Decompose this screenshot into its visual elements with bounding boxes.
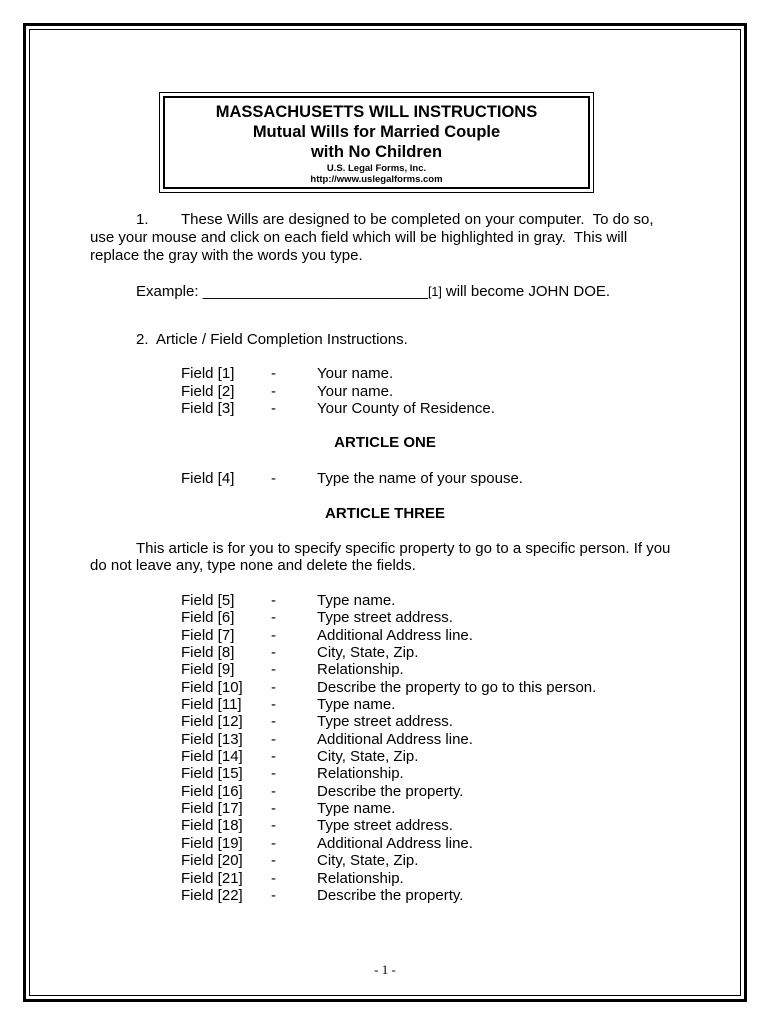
field-description: Additional Address line. bbox=[317, 834, 473, 852]
field-row bbox=[181, 609, 681, 626]
field-label: Field [15] bbox=[181, 765, 243, 783]
field-row bbox=[181, 679, 681, 696]
article-three-intro-line-2: do not leave any, type none and delete the fields. bbox=[90, 557, 416, 574]
field-description: Relationship. bbox=[317, 661, 404, 679]
field-dash: - bbox=[271, 696, 276, 714]
field-description: Type name. bbox=[317, 696, 396, 714]
field-row bbox=[181, 400, 681, 418]
article-three-field-list bbox=[181, 592, 681, 904]
publisher-name: U.S. Legal Forms, Inc. bbox=[326, 163, 427, 174]
field-row bbox=[181, 835, 681, 852]
field-description: Relationship. bbox=[317, 765, 404, 783]
article-three-heading: ARTICLE THREE bbox=[325, 505, 445, 522]
field-dash: - bbox=[271, 626, 276, 644]
field-row bbox=[181, 627, 681, 644]
field-dash: - bbox=[271, 382, 276, 400]
intro-line-3: replace the gray with the words you type. bbox=[90, 247, 363, 264]
document-title: MASSACHUSETTS WILL INSTRUCTIONS bbox=[215, 103, 538, 121]
field-description: Type street address. bbox=[317, 609, 453, 627]
field-description: Type name. bbox=[317, 592, 396, 609]
field-dash: - bbox=[271, 782, 276, 800]
field-label: Field [18] bbox=[181, 817, 243, 835]
field-label: Field [5] bbox=[181, 592, 235, 609]
field-row bbox=[181, 870, 681, 887]
field-row bbox=[181, 696, 681, 713]
field-dash: - bbox=[271, 644, 276, 662]
field-row bbox=[181, 365, 681, 383]
field-description: City, State, Zip. bbox=[317, 644, 419, 662]
section-2-heading: 2. Article / Field Completion Instructions. bbox=[136, 331, 408, 348]
field-dash: - bbox=[271, 592, 276, 609]
document-subtitle-line-1: Mutual Wills for Married Couple bbox=[252, 123, 501, 141]
field-row bbox=[181, 852, 681, 869]
field-row bbox=[181, 817, 681, 834]
example-field-ref: [1] bbox=[427, 285, 442, 299]
field-row bbox=[181, 661, 681, 678]
field-description: Type street address. bbox=[317, 817, 453, 835]
field-description: City, State, Zip. bbox=[317, 748, 419, 766]
field-dash: - bbox=[271, 470, 276, 487]
general-field-list bbox=[181, 365, 681, 418]
field-label: Field [19] bbox=[181, 834, 243, 852]
field-row bbox=[181, 592, 681, 609]
intro-line-1: These Wills are designed to be completed on your computer. To do so, bbox=[181, 211, 654, 228]
field-label: Field [21] bbox=[181, 869, 243, 887]
field-description: Your name. bbox=[317, 365, 394, 382]
field-description: Additional Address line. bbox=[317, 730, 473, 748]
field-label: Field [17] bbox=[181, 800, 243, 818]
field-label: Field [20] bbox=[181, 852, 243, 870]
field-label: Field [14] bbox=[181, 748, 243, 766]
field-label: Field [1] bbox=[181, 365, 235, 382]
field-dash: - bbox=[271, 886, 276, 904]
field-dash: - bbox=[271, 748, 276, 766]
field-label: Field [7] bbox=[181, 626, 235, 644]
field-row bbox=[181, 800, 681, 817]
field-row bbox=[181, 783, 681, 800]
field-dash: - bbox=[271, 800, 276, 818]
field-description: City, State, Zip. bbox=[317, 852, 419, 870]
field-description: Type name. bbox=[317, 800, 396, 818]
article-one-field-list bbox=[181, 470, 681, 488]
field-description: Describe the property to go to this person. bbox=[317, 678, 597, 696]
field-label: Field [11] bbox=[181, 696, 242, 714]
field-dash: - bbox=[271, 852, 276, 870]
field-label: Field [13] bbox=[181, 730, 243, 748]
document-subtitle-line-2: with No Children bbox=[310, 143, 443, 161]
article-three-intro-line-1: This article is for you to specify specific property to go to a specific person. If you bbox=[136, 540, 671, 557]
field-description: Describe the property. bbox=[317, 886, 464, 904]
example-label: Example: bbox=[136, 283, 203, 300]
field-label: Field [12] bbox=[181, 713, 243, 731]
field-label: Field [6] bbox=[181, 609, 235, 627]
field-label: Field [10] bbox=[181, 678, 243, 696]
field-description: Type street address. bbox=[317, 713, 453, 731]
field-description: Additional Address line. bbox=[317, 626, 473, 644]
page-number: - 1 - bbox=[374, 962, 396, 977]
title-box bbox=[159, 92, 594, 193]
field-row bbox=[181, 748, 681, 765]
article-one-heading: ARTICLE ONE bbox=[334, 434, 436, 451]
field-label: Field [16] bbox=[181, 782, 243, 800]
field-description: Relationship. bbox=[317, 869, 404, 887]
field-dash: - bbox=[271, 817, 276, 835]
intro-number: 1. bbox=[136, 211, 149, 228]
field-label: Field [3] bbox=[181, 400, 235, 417]
field-row bbox=[181, 765, 681, 782]
example-blank: ___________________________ bbox=[202, 283, 428, 300]
field-dash: - bbox=[271, 661, 276, 679]
example-line bbox=[136, 283, 610, 300]
field-row bbox=[181, 644, 681, 661]
field-description: Your name. bbox=[317, 382, 394, 400]
field-label: Field [2] bbox=[181, 382, 235, 400]
field-dash: - bbox=[271, 365, 276, 382]
field-row bbox=[181, 383, 681, 401]
field-description: Your County of Residence. bbox=[317, 400, 495, 417]
field-description: Type the name of your spouse. bbox=[317, 470, 523, 487]
field-row bbox=[181, 470, 681, 488]
field-description: Describe the property. bbox=[317, 782, 464, 800]
field-dash: - bbox=[271, 713, 276, 731]
field-row bbox=[181, 887, 681, 904]
field-dash: - bbox=[271, 609, 276, 627]
field-label: Field [9] bbox=[181, 661, 235, 679]
field-dash: - bbox=[271, 678, 276, 696]
field-row bbox=[181, 713, 681, 730]
field-dash: - bbox=[271, 765, 276, 783]
field-label: Field [4] bbox=[181, 470, 235, 487]
publisher-website: http://www.uslegalforms.com bbox=[310, 174, 443, 185]
field-dash: - bbox=[271, 834, 276, 852]
field-dash: - bbox=[271, 730, 276, 748]
example-result: will become JOHN DOE. bbox=[445, 283, 611, 300]
field-dash: - bbox=[271, 400, 276, 417]
field-label: Field [8] bbox=[181, 644, 235, 662]
field-row bbox=[181, 731, 681, 748]
field-label: Field [22] bbox=[181, 886, 243, 904]
intro-line-2: use your mouse and click on each field which will be highlighted in gray. This will bbox=[90, 229, 628, 246]
field-dash: - bbox=[271, 869, 276, 887]
